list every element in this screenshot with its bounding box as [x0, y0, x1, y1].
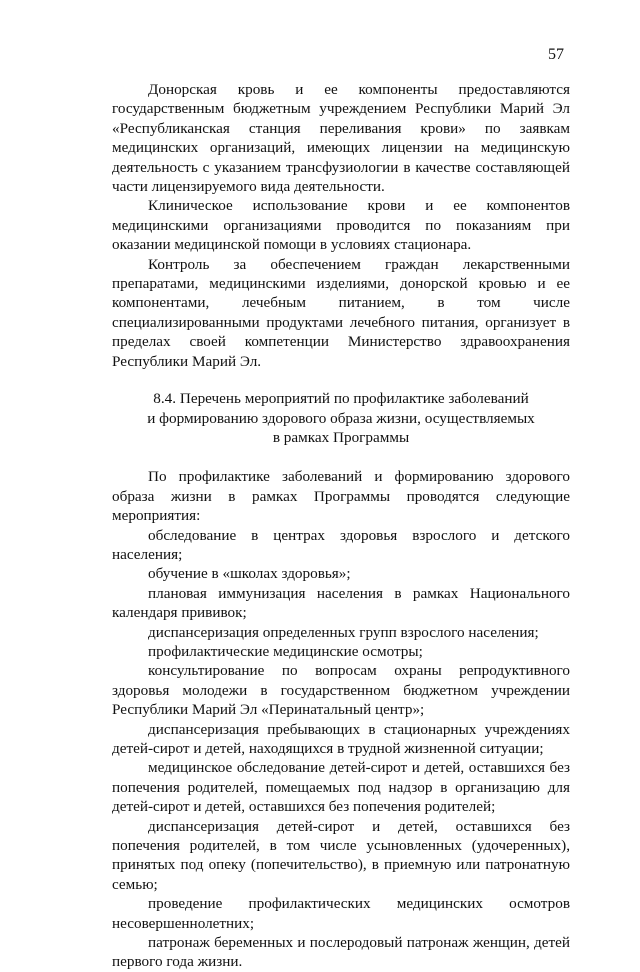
section-heading-line: в рамках Программы [272, 428, 410, 446]
section-heading [112, 389, 570, 447]
measure-item: профилактические медицинские осмотры; [148, 642, 423, 660]
page-number: 57 [548, 46, 564, 63]
section-heading-line: 8.4. Перечень мероприятий по профилактике заболеваний [153, 390, 529, 408]
measure-item: медицинское обследование детей-сирот и детей, оставшихся без попечения родителей, помещаемых под надзор в организацию для детей-сирот и детей, оставшихся без попечения родителей; [112, 759, 570, 816]
section-heading-line: и формированию здорового образа жизни, осуществляемых [147, 409, 535, 427]
measure-item: диспансеризация детей-сирот и детей, оставшихся без попечения родителей, в том числе усыновленных (удочеренных), принятых под опеку (попечительство), в приемную или патронатную семью; [112, 817, 570, 893]
paragraph-control: Контроль за обеспечением граждан лекарственными препаратами, медицинскими изделиями, донорской кровью и ее компонентами, лечебным питанием, в том числе специализированными продуктами лечебного питания, организует в пределах своей компетенции Министерство здравоохранения Республики Марий Эл. [112, 255, 570, 370]
measure-item: консультирование по вопросам охраны репродуктивного здоровья молодежи в государственном бюджетном учреждении Республики Марий Эл «Перинатальный центр»; [112, 662, 570, 719]
paragraph-blood-supply: Донорская кровь и ее компоненты предоставляются государственным бюджетным учреждением Республики Марий Эл «Республиканская станция переливания крови» по заявкам медицинских организаций, имеющих лицензии на медицинскую деятельность с указанием трансфузиологии в качестве составляющей части лицензируемого вида деятельности. [112, 81, 570, 196]
page-content [112, 80, 570, 972]
measure-item: проведение профилактических медицинских осмотров несовершеннолетних; [112, 895, 570, 932]
paragraph-clinical-use: Клиническое использование крови и ее компонентов медицинскими организациями проводится по показаниям при оказании медицинской помощи в условиях стационара. [112, 197, 570, 254]
measure-item: патронаж беременных и послеродовый патронаж женщин, детей первого года жизни. [112, 934, 570, 971]
section-intro: По профилактике заболеваний и формированию здорового образа жизни в рамках Программы проводятся следующие мероприятия: [112, 468, 570, 525]
measure-item: диспансеризация определенных групп взрослого населения; [148, 623, 539, 641]
measure-item: обследование в центрах здоровья взрослого и детского населения; [112, 526, 570, 563]
measure-item: плановая иммунизация населения в рамках Национального календаря прививок; [112, 584, 570, 622]
measure-item: обучение в «школах здоровья»; [148, 565, 351, 583]
measure-item: диспансеризация пребывающих в стационарных учреждениях детей-сирот и детей, находящихся в трудной жизненной ситуации; [112, 720, 570, 757]
